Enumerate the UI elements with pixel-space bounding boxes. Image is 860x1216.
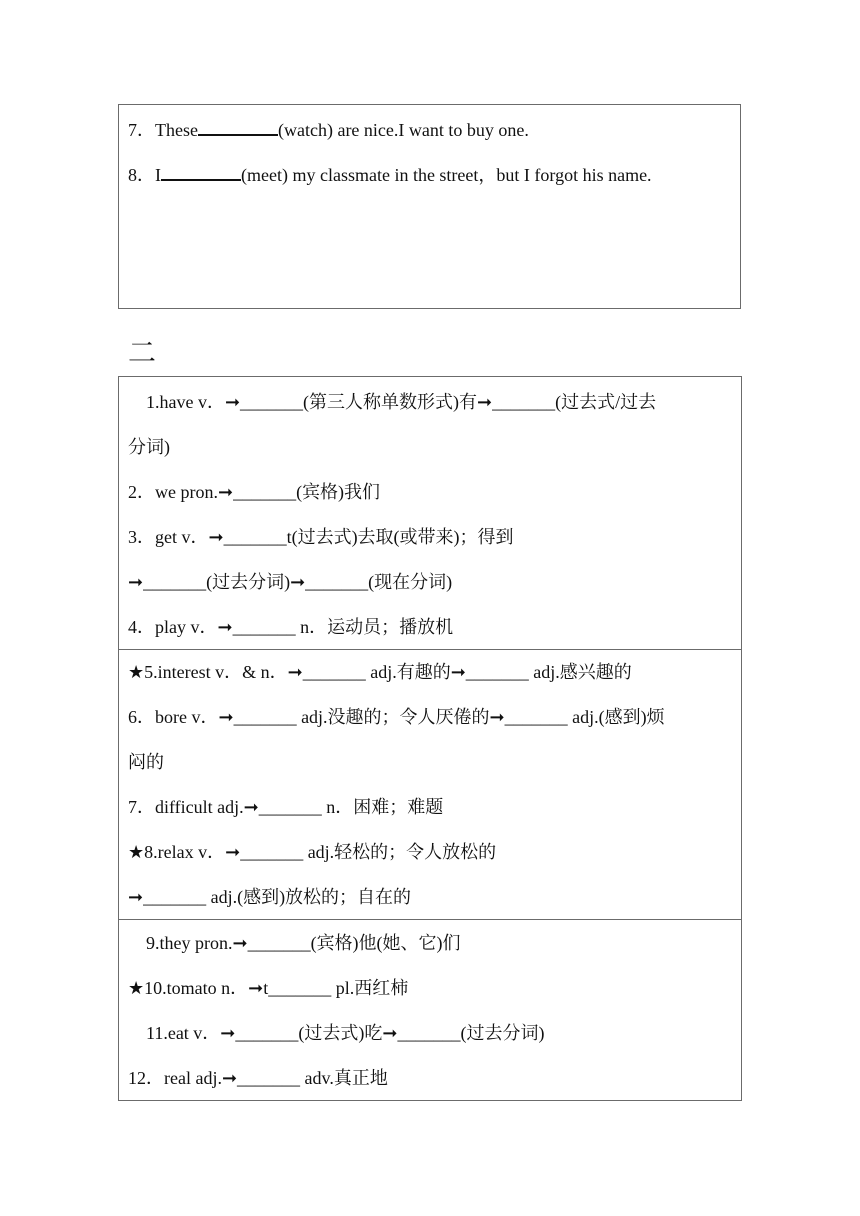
vocab-item-8: ★8.relax v．➞_______ adj.轻松的；令人放松的 bbox=[128, 842, 497, 862]
vocab-item-3: 3．get v．➞_______t(过去式)去取(或带来)；得到 bbox=[128, 527, 514, 547]
exercise-box-top bbox=[118, 104, 741, 309]
vocab-item-12: 12．real adj.➞_______ adv.真正地 bbox=[128, 1068, 388, 1088]
vocab-item-3-cont: ➞_______(过去分词)➞_______(现在分词) bbox=[128, 572, 453, 592]
vocab-item-6-cont: 闷的 bbox=[128, 752, 164, 772]
table-divider bbox=[119, 649, 741, 650]
section-title: 二 bbox=[128, 336, 157, 369]
question-8-number: 8．I bbox=[128, 165, 161, 185]
vocab-item-1-cont: 分词) bbox=[128, 437, 170, 457]
vocab-table bbox=[118, 376, 742, 1101]
vocab-item-2: 2．we pron.➞_______(宾格)我们 bbox=[128, 482, 381, 502]
vocab-item-1: 1.have v．➞_______(第三人称单数形式)有➞_______(过去式/过去 bbox=[146, 392, 657, 412]
table-divider bbox=[119, 919, 741, 920]
question-8-text: (meet) my classmate in the street，but I forgot his name. bbox=[241, 165, 652, 185]
vocab-item-8-cont: ➞_______ adj.(感到)放松的；自在的 bbox=[128, 887, 412, 907]
question-7-number: 7．These bbox=[128, 120, 198, 140]
question-7 bbox=[128, 118, 529, 141]
vocab-item-11: 11.eat v．➞_______(过去式)吃➞_______(过去分词) bbox=[146, 1023, 545, 1043]
vocab-item-4: 4．play v．➞_______ n．运动员；播放机 bbox=[128, 617, 454, 637]
answer-blank-8[interactable] bbox=[161, 163, 241, 181]
question-8 bbox=[128, 163, 652, 186]
vocab-item-6: 6．bore v．➞_______ adj.没趣的；令人厌倦的➞_______ adj.(感到)烦 bbox=[128, 707, 665, 727]
vocab-item-9: 9.they pron.➞_______(宾格)他(她、它)们 bbox=[146, 933, 461, 953]
vocab-item-7: 7．difficult adj.➞_______ n．困难；难题 bbox=[128, 797, 444, 817]
vocab-item-5: ★5.interest v．& n．➞_______ adj.有趣的➞_______ adj.感兴趣的 bbox=[128, 662, 632, 682]
answer-blank-7[interactable] bbox=[198, 118, 278, 136]
vocab-item-10: ★10.tomato n．➞t_______ pl.西红柿 bbox=[128, 978, 409, 998]
question-7-text: (watch) are nice.I want to buy one. bbox=[277, 120, 529, 140]
